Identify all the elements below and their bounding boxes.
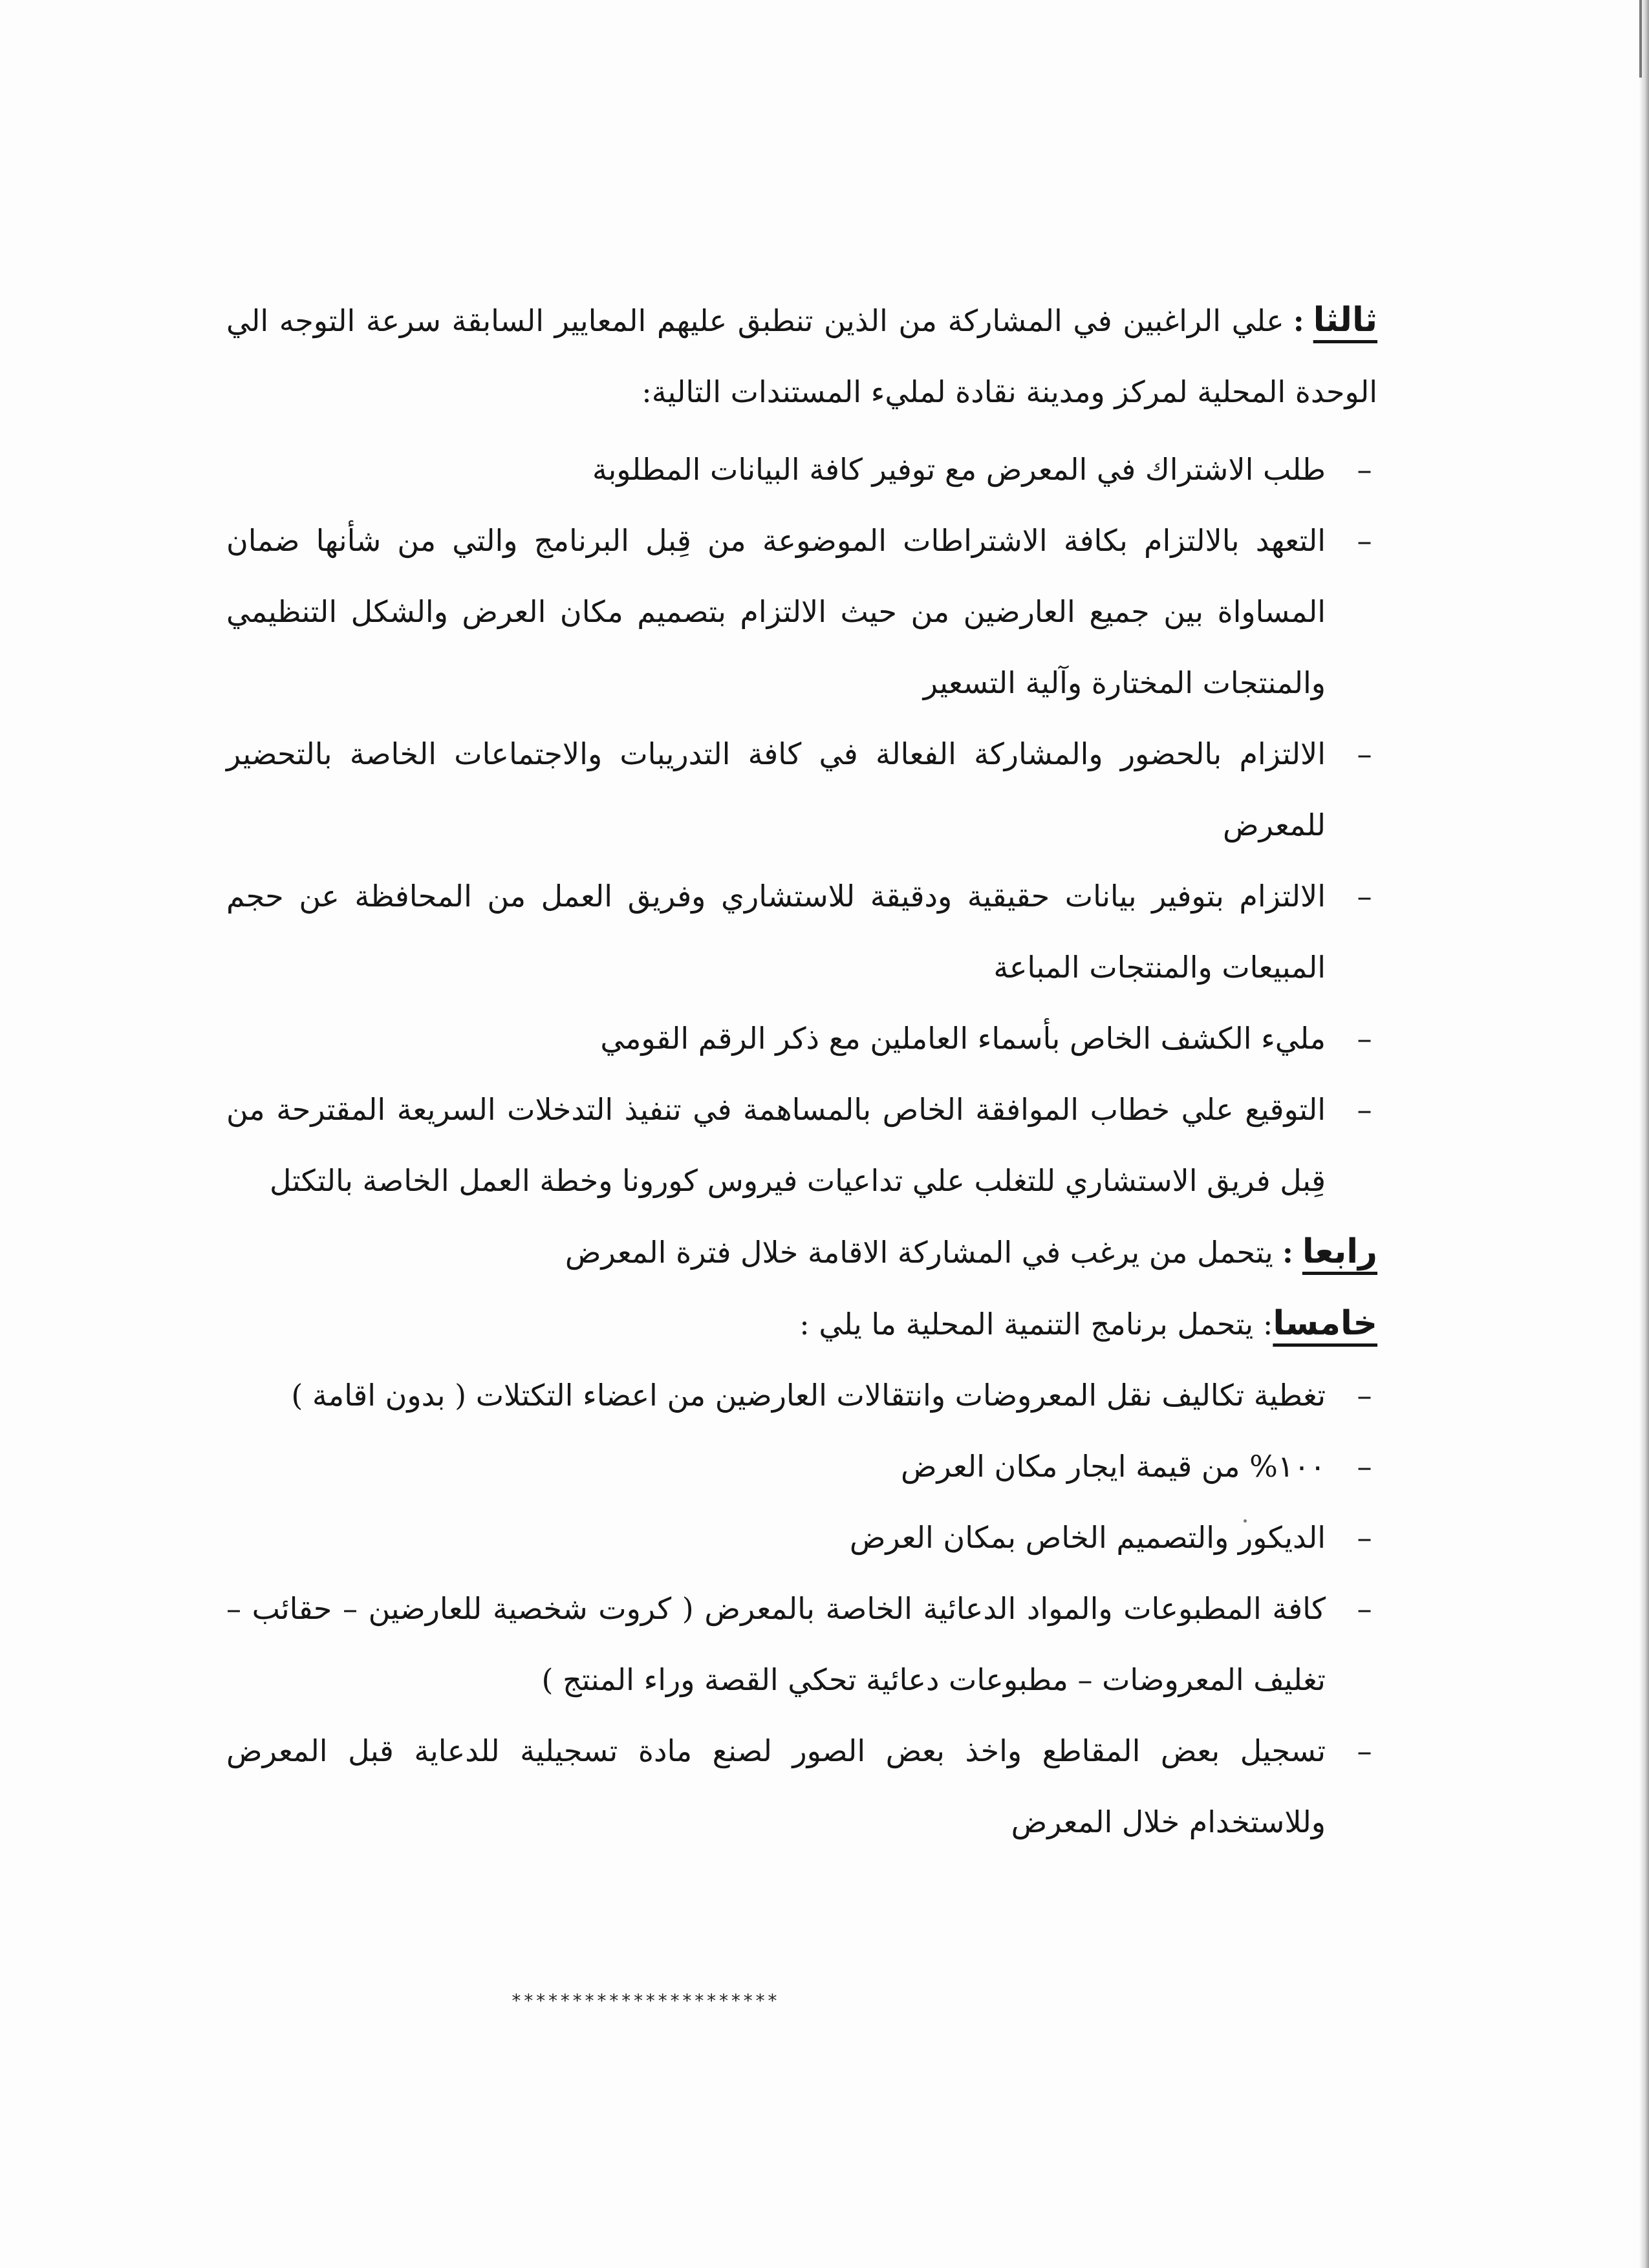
list-item bbox=[226, 1573, 1377, 1715]
list-item bbox=[226, 1074, 1377, 1216]
section-fourth-colon: : bbox=[1282, 1235, 1293, 1270]
list-item bbox=[226, 1715, 1377, 1857]
list-item-text: تغطية تكاليف نقل المعروضات وانتقالات العارضين من اعضاء التكتلات ( بدون اقامة ) bbox=[291, 1378, 1326, 1413]
scan-edge-mark bbox=[1639, 0, 1642, 78]
list-item-text: طلب الاشتراك في المعرض مع توفير كافة البيانات المطلوبة bbox=[592, 452, 1326, 487]
dash-bullet: – bbox=[1357, 1591, 1372, 1626]
section-third-text: علي الراغبين في المشاركة من الذين تنطبق عليهم المعايير السابقة سرعة التوجه الي الوحدة المحلية لمركز ومدينة نقادة لمليء المستندات التالية: bbox=[226, 303, 1377, 409]
list-item-text: مليء الكشف الخاص بأسماء العاملين مع ذكر الرقم القومي bbox=[600, 1021, 1326, 1056]
dash-bullet: – bbox=[1357, 1021, 1372, 1056]
list-item-text: التوقيع علي خطاب الموافقة الخاص بالمساهمة في تنفيذ التدخلات السريعة المقترحة من قِبل فريق الاستشاري للتغلب علي تداعيات فيروس كورونا وخطة العمل الخاصة بالتكتل bbox=[226, 1092, 1326, 1198]
list-item bbox=[226, 861, 1377, 1003]
list-item bbox=[226, 1360, 1377, 1431]
list-item-text: تسجيل بعض المقاطع واخذ بعض الصور لصنع مادة تسجيلية للدعاية قبل المعرض وللاستخدام خلال المعرض bbox=[226, 1733, 1326, 1839]
dash-bullet: – bbox=[1357, 879, 1372, 914]
dash-bullet: – bbox=[1357, 1378, 1372, 1413]
list-item-text: الديكور والتصميم الخاص بمكان العرض bbox=[849, 1520, 1326, 1555]
dash-bullet: – bbox=[1357, 1520, 1372, 1555]
section-fourth bbox=[226, 1216, 1377, 1288]
section-third bbox=[226, 284, 1377, 427]
section-fifth-heading: خامسا bbox=[1273, 1304, 1377, 1343]
third-requirements-list bbox=[226, 434, 1377, 1216]
list-item-text: الالتزام بالحضور والمشاركة الفعالة في كافة التدريبات والاجتماعات الخاصة بالتحضير للمعرض bbox=[226, 736, 1326, 842]
scan-edge-shadow bbox=[1639, 0, 1649, 2268]
list-item bbox=[226, 1502, 1377, 1573]
list-item bbox=[226, 718, 1377, 861]
section-fourth-heading: رابعا bbox=[1302, 1232, 1377, 1271]
end-separator: ********************** bbox=[511, 1990, 779, 2011]
document-body bbox=[226, 284, 1377, 1857]
section-fifth-colon: : bbox=[1262, 1307, 1273, 1342]
list-item bbox=[226, 1003, 1377, 1074]
dash-bullet: – bbox=[1357, 523, 1372, 558]
dash-bullet: – bbox=[1357, 1092, 1372, 1127]
list-item-text: الالتزام بتوفير بيانات حقيقية ودقيقة للاستشاري وفريق العمل من المحافظة عن حجم المبيعات والمنتجات المباعة bbox=[226, 879, 1326, 985]
list-item bbox=[226, 1431, 1377, 1502]
dash-bullet: – bbox=[1357, 452, 1372, 487]
list-item-text: التعهد بالالتزام بكافة الاشتراطات الموضوعة من قِبل البرنامج والتي من شأنها ضمان المساواة بين جميع العارضين من حيث الالتزام بتصميم مكان العرض والشكل التنظيمي والمنتجات المختارة وآلية التسعير bbox=[226, 523, 1326, 700]
list-item bbox=[226, 505, 1377, 718]
list-item bbox=[226, 434, 1377, 505]
list-item-text: كافة المطبوعات والمواد الدعائية الخاصة بالمعرض ( كروت شخصية للعارضين – حقائب – تغليف المعروضات – مطبوعات دعائية تحكي القصة وراء المنتج ) bbox=[226, 1591, 1326, 1697]
dash-bullet: – bbox=[1357, 1449, 1372, 1484]
list-item-text: ١٠٠% من قيمة ايجار مكان العرض bbox=[900, 1449, 1326, 1484]
section-fifth-text: يتحمل برنامج التنمية المحلية ما يلي : bbox=[799, 1307, 1254, 1342]
dash-bullet: – bbox=[1357, 736, 1372, 771]
section-fourth-text: يتحمل من يرغب في المشاركة الاقامة خلال فترة المعرض bbox=[565, 1235, 1273, 1270]
section-third-heading: ثالثا bbox=[1313, 301, 1377, 339]
fifth-coverage-list bbox=[226, 1360, 1377, 1857]
section-third-colon: : bbox=[1293, 303, 1304, 338]
dash-bullet: – bbox=[1357, 1733, 1372, 1768]
section-fifth bbox=[226, 1288, 1377, 1360]
